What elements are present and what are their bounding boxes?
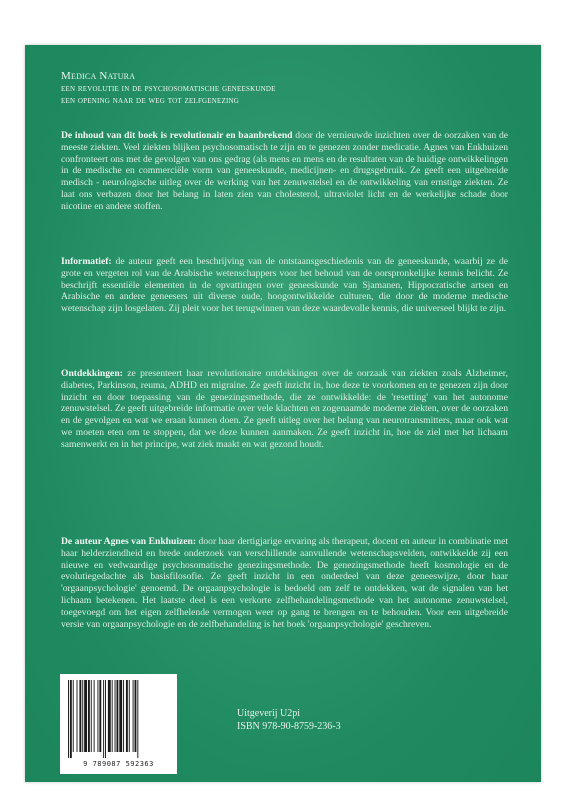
paragraph-lead: De inhoud van dit boek is revolutionair en baanbrekend [61,130,293,141]
barcode-bar [115,680,116,752]
barcode-bar [97,680,98,752]
paragraph-author [61,536,508,630]
barcode [60,674,177,774]
barcode-bar [99,680,101,752]
paragraph-lead: De auteur Agnes van Enkhuizen: [61,536,197,547]
barcode-bar [112,680,113,752]
barcode-bar [135,680,137,752]
book-back-cover [25,45,541,782]
isbn-text: ISBN 978-90-8759-236-3 [237,721,341,732]
paragraph-text: de auteur geeft een beschrijving van de ontstaansgeschiedenis van de geneeskunde, waarbij ze de grote en vergeten rol van de Arabische wetenschappers voor het behoud van de oorspronkelijke kennis belicht. Ze beschrijft essentiële elementen in de opvattingen over geneeskunde van Sjamanen, Hippocratische artsen en Arabische en andere geneesers uit diverse oude, hoogontwikkelde culturen, die door de moderne medische wetenschap zijn losgelaten. Zij pleit voor het terugwinnen van deze waardevolle kennis, die universeel blijkt te zijn. [61,256,508,315]
paragraph-informative [61,256,508,315]
publisher-info [237,707,341,733]
paragraph-lead: Ontdekkingen: [61,368,123,379]
paragraph-lead: Informatief: [61,256,112,267]
barcode-bar [108,680,111,752]
subtitle-line-1: een revolutie in de psychosomatische geneeskunde [61,82,276,94]
barcode-bar [82,680,83,752]
barcode-bar [77,680,78,752]
barcode-bar [105,680,106,758]
paragraph-discoveries [61,368,508,451]
paragraph-text: door de vernieuwde inzichten over de oorzaken van de meeste ziekten. Veel ziekten blijken psychosomatisch te zijn en te genezen zonder medicatie. Agnes van Enkhuizen confronteert ons met de gevolgen van ons gedrag (als mens en mens en de resultaten van de huidige ontwikkelingen in de medische en commerciële vorm van geneeskunde, medicijnen- en drugsgebruik. Ze geeft een uitgebreide medisch - neurologische uitleg over de werking van het zenuwstelsel en de ontwikkeling van ernstige ziekten. Ze laat ons verbazen door het belang in laten zien van cholesterol, ultraviolet licht en de werkelijke schade door nicotine en andere stoffen. [61,130,508,212]
barcode-number: 9 789087 592363 [83,760,154,768]
barcode-bar [84,680,87,752]
barcode-bar [70,680,72,758]
barcode-bar [119,680,122,752]
barcode-bar [103,680,104,758]
barcode-bar [137,680,138,758]
subtitle-line-2: een opening naar de weg tot zelfgenezing [61,95,240,106]
barcode-bar [133,680,134,752]
barcode-bar [79,680,81,752]
barcode-bar [126,680,128,752]
barcode-bar [129,680,130,752]
barcode-bar [91,680,92,752]
barcode-bar [123,680,124,752]
barcode-bar [68,680,69,758]
barcode-bar [88,680,90,752]
series-title: Medica Natura [61,70,136,82]
barcode-bar [116,680,118,752]
paragraph-text: door haar dertigjarige ervaring als therapeut, docent en auteur in combinatie met haar helderziendheid en brede onderzoek van verschillende aanvullende wetenschapsvelden, ontwikkelde zij een nieuwe en vedwaardige psychosomatische genezingsmethode. De genezingsmethode heeft kosmologie en de evolutiegedachte als basisfilosofie. Ze geeft inzicht in een onderdeel van deze geneeswijze, door haar 'orgaanpsychologie' genoemd. De orgaanpsychologie is bedoeld om zelf te ontdekken, wat de signalen van het lichaam betekenen. Het laatste deel is een verkorte zelfbehandelingsmethode van het autonome zenuwstelsel, toegevoegd om het eigen zelfhelende vermogen weer op gang te brengen en te behouden. Voor een uitgebreide versie van orgaanpsychologie en de zelfbehandeling is het boek 'orgaanpsychologie' geschreven. [61,536,508,630]
barcode-bar [73,680,74,752]
cover-content [61,70,508,732]
barcode-bars [66,680,171,758]
paragraph-text: ze presenteert haar revolutionaire ontdekkingen over de oorzaak van ziekten zoals Alzheimer, diabetes, Parkinson, reuma, ADHD en migraine. Ze geeft inzicht in, hoe deze te voorkomen en te genezen zijn door inzicht en door toepassing van de genezingsmethode, die ze ontwikkelde: de 'resetting' van het autonome zenuwstelsel. Ze geeft uitgebreide informatie over vele klachten en zogenaamde moderne ziekten, over de oorzaken en de gevolgen en wat we eraan kunnen doen. Ze geeft uitleg over het belang van neurotransmitters, maar ook wat we moeten eten om te stoppen, dat we deze kunnen aanmaken. Ze geeft inzicht in, hoe de ziel met het lichaam samenwerkt en in het principe, wat ziek maakt en wat gezond houdt. [61,368,508,450]
paragraph-content [61,130,508,213]
cover-heading [61,70,508,108]
publisher-name: Uitgeverij U2pi [237,708,301,719]
barcode-bar [94,680,95,752]
